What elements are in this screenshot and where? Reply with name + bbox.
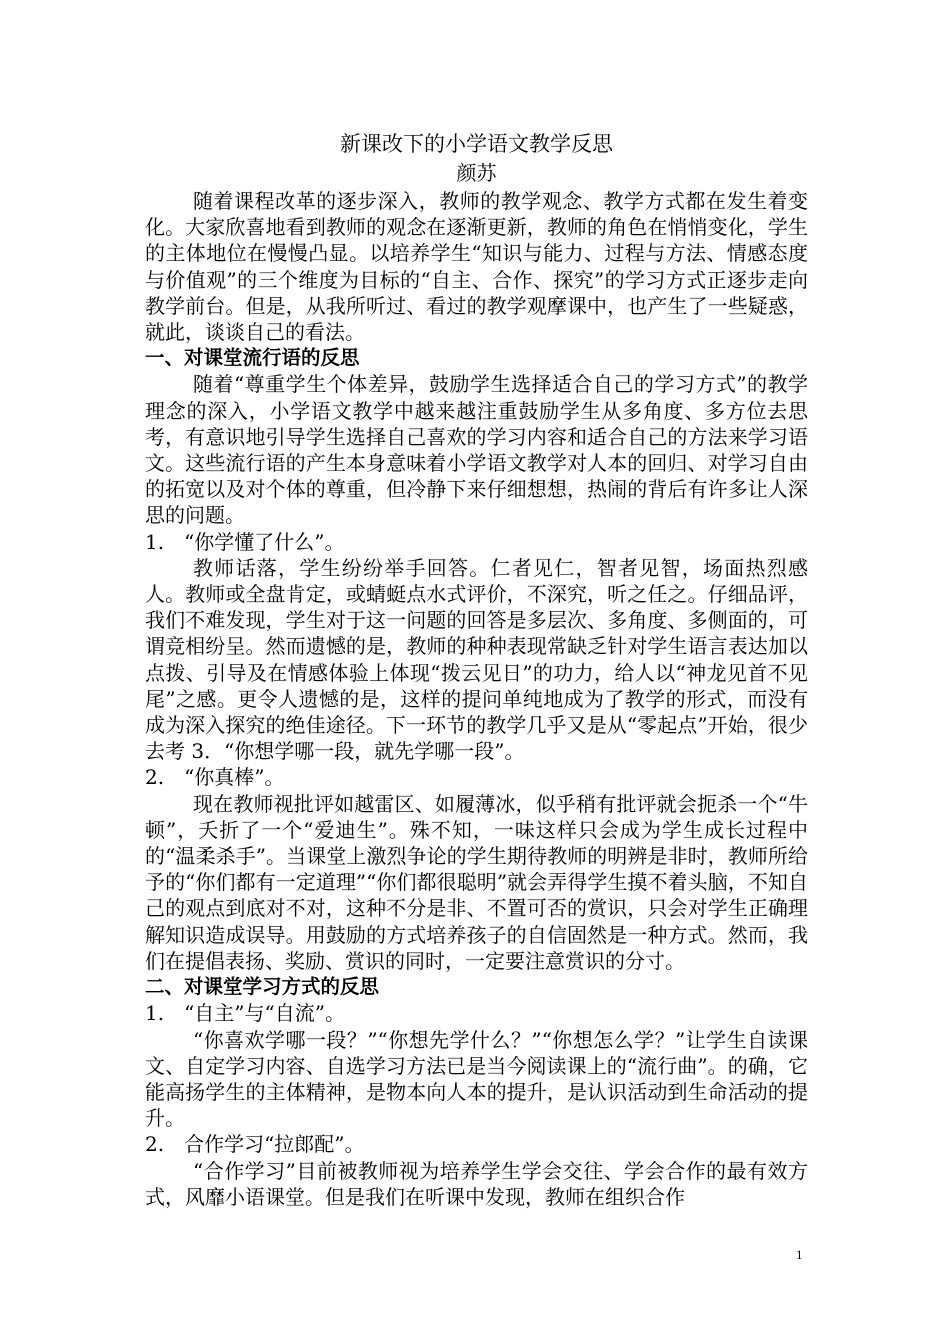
section-2-item-2-title: 2. 合作学习“拉郎配”。 [145,1132,365,1157]
section-1-item-2-title: 2. “你真棒”。 [145,765,285,790]
document-author: 颜苏 [456,161,497,185]
section-2-item-1-text: “你喜欢学哪一段？”“你想先学什么？”“你想怎么学？”让学生自读课文、自定学习内容、自选学习方法已是当今阅读课上的“流行曲”。的确，它能高扬学生的主体精神，是物本向人本的提升，是认识活动到生命活动的提升。 [145,1027,808,1131]
section-1-heading: 一、对课堂流行语的反思 [145,346,360,370]
section-1-item-1-title: 1. “你学懂了什么”。 [145,529,345,554]
section-1-paragraph: 随着“尊重学生个体差异，鼓励学生选择适合自己的学习方式”的教学理念的深入，小学语文教学中越来越注重鼓励学生从多角度、多方位去思考，有意识地引导学生选择自己喜欢的学习内容和适合自己的方法来学习语文。这些流行语的产生本身意味着小学语文教学对人本的回归、对学习自由的拓宽以及对个体的尊重，但冷静下来仔细想想，热闹的背后有许多让人深思的问题。 [145,372,808,528]
section-1-item-2-text: 现在教师视批评如越雷区、如履薄冰，似乎稍有批评就会扼杀一个“牛顿”，夭折了一个“爱迪生”。殊不知，一味这样只会成为学生成长过程中的“温柔杀手”。当课堂上激烈争论的学生期待教师的明辨是非时，教师所给予的“你们都有一定道理”“你们都很聪明”就会弄得学生摸不着头脑，不知自己的观点到底对不对，这种不分是非、不置可否的赏识，只会对学生正确理解知识造成误导。用鼓励的方式培养孩子的自信固然是一种方式。然而，我们在提倡表扬、奖励、赏识的同时，一定要注意赏识的分寸。 [145,791,808,973]
section-2-item-2-text: “合作学习”目前被教师视为培养学生学会交往、学会合作的最有效方式，风靡小语课堂。但是我们在听课中发现，教师在组织合作 [145,1158,808,1209]
document-body [145,130,808,1210]
section-1-item-1-text: 教师话落，学生纷纷举手回答。仁者见仁，智者见智，场面热烈感人。教师或全盘肯定，或蜻蜓点水式评价，不深究，听之任之。仔细品评，我们不难发现，学生对于这一问题的回答是多层次、多角度、多侧面的，可谓竞相纷呈。然而遗憾的是，教师的种种表现常缺乏针对学生语言表达加以点拨、引导及在情感体验上体现“拨云见日”的功力，给人以“神龙见首不见尾”之感。更令人遗憾的是，这样的提问单纯地成为了教学的形式，而没有成为深入探究的绝佳途径。下一环节的教学几乎又是从“零起点”开始，很少去考 3．“你想学哪一段，就先学哪一段”。 [145,555,808,764]
intro-paragraph: 随着课程改革的逐步深入，教师的教学观念、教学方式都在发生着变化。大家欣喜地看到教师的观念在逐渐更新，教师的角色在悄悄变化，学生的主体地位在慢慢凸显。以培养学生“知识与能力、过程与方法、情感态度与价值观”的三个维度为目标的“自主、合作、探究”的学习方式正逐步走向教学前台。但是，从我所听过、看过的教学观摩课中，也产生了一些疑惑，就此，谈谈自己的看法。 [145,189,808,345]
section-2-item-1-title: 1. “自主”与“自流”。 [145,1001,345,1026]
section-2-heading: 二、对课堂学习方式的反思 [145,975,380,999]
page-number: 1 [796,1247,803,1262]
document-title: 新课改下的小学语文教学反思 [340,132,613,156]
